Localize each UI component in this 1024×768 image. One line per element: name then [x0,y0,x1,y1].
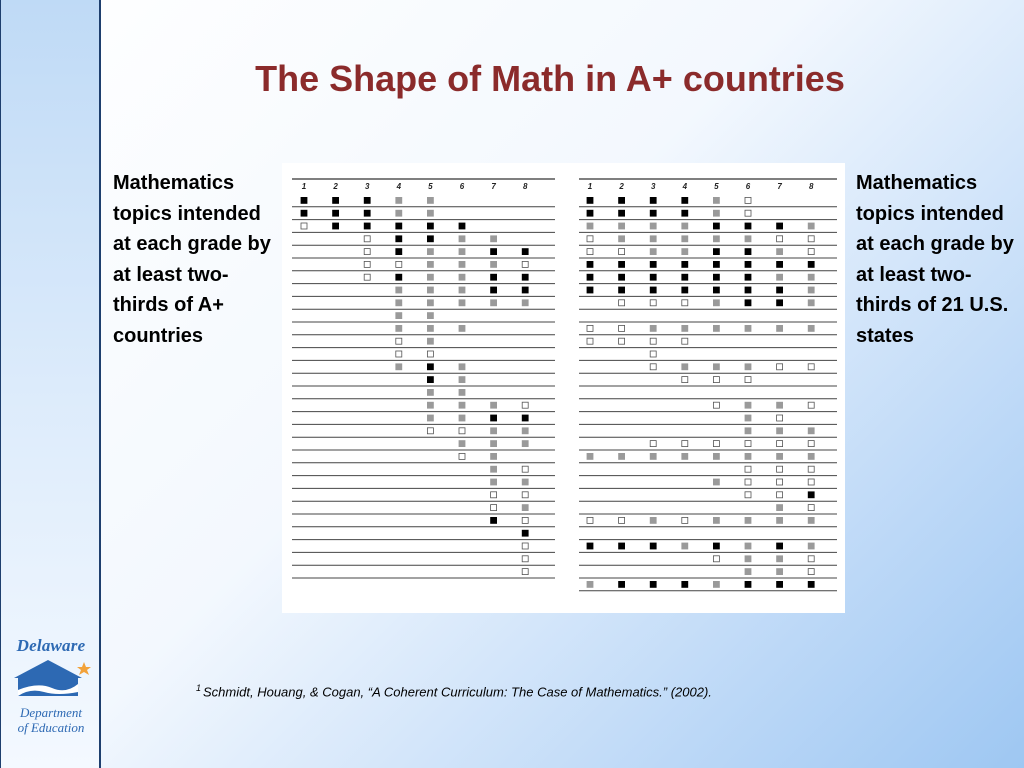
left-panel-gray-marker [396,300,402,306]
right-panel-filled-marker [682,581,688,587]
right-panel-filled-marker [713,261,719,267]
right-panel-open-marker [808,402,814,408]
right-panel-open-marker [777,479,783,485]
right-panel-filled-marker [619,261,625,267]
right-panel-gray-marker [777,569,783,575]
right-panel-filled-marker [650,197,656,203]
right-panel-gray-marker [777,402,783,408]
left-panel-open-marker [396,261,402,267]
right-panel-gray-marker [619,453,625,459]
right-panel-gray-marker [650,236,656,242]
left-panel-grade-label: 1 [301,182,307,191]
left-panel-gray-marker [427,313,433,319]
right-panel-gray-marker [777,274,783,280]
right-panel-open-marker [777,466,783,472]
left-panel-gray-marker [459,274,465,280]
left-panel-open-marker [522,569,528,575]
left-panel-filled-marker [333,210,339,216]
left-panel-open-marker [522,556,528,562]
left-panel-open-marker [427,351,433,357]
right-panel-gray-marker [682,223,688,229]
left-panel-gray-marker [459,441,465,447]
right-panel-open-marker [619,249,625,255]
right-panel-gray-marker [745,543,751,549]
right-panel-filled-marker [650,287,656,293]
left-panel-gray-marker [459,389,465,395]
left-panel-gray-marker [459,364,465,370]
right-panel-open-marker [587,325,593,331]
left-panel-grade-label: 5 [428,182,433,191]
logo-department: Department [19,705,83,720]
left-panel-grade-label: 7 [491,182,496,191]
right-panel-filled-marker [713,223,719,229]
left-panel-open-marker [522,466,528,472]
left-panel-filled-marker [301,197,307,203]
right-panel-filled-marker [777,581,783,587]
right-panel-gray-marker [808,223,814,229]
right-panel-filled-marker [619,210,625,216]
left-panel-filled-marker [522,287,528,293]
right-panel-open-marker [777,236,783,242]
left-panel-filled-marker [396,236,402,242]
right-panel-gray-marker [682,364,688,370]
left-panel-gray-marker [459,415,465,421]
right-panel-filled-marker [587,287,593,293]
left-panel-open-marker [522,261,528,267]
right-panel-filled-marker [713,249,719,255]
left-panel-gray-marker [491,479,497,485]
left-panel-filled-marker [522,415,528,421]
right-panel-open-marker [808,364,814,370]
right-panel-gray-marker [650,249,656,255]
right-panel-open-marker [745,197,751,203]
left-panel-gray-marker [459,300,465,306]
left-panel-gray-marker [427,287,433,293]
left-panel-filled-marker [396,274,402,280]
right-panel-gray-marker [713,479,719,485]
left-panel-filled-marker [364,197,370,203]
right-panel-gray-marker [777,517,783,523]
left-panel-open-marker [522,402,528,408]
left-panel-gray-marker [427,338,433,344]
right-panel-filled-marker [745,581,751,587]
right-panel-gray-marker [650,453,656,459]
left-panel-gray-marker [491,402,497,408]
right-panel-open-marker [682,300,688,306]
right-panel-gray-marker [682,453,688,459]
left-panel-open-marker [459,428,465,434]
right-panel-gray-marker [808,428,814,434]
left-panel-gray-marker [491,236,497,242]
left-panel-gray-marker [459,325,465,331]
right-panel-open-marker [777,441,783,447]
right-panel-gray-marker [682,236,688,242]
right-panel-filled-marker [587,197,593,203]
right-panel-gray-marker [587,223,593,229]
right-panel-gray-marker [650,223,656,229]
left-panel-gray-marker [459,377,465,383]
left-panel-gray-marker [491,453,497,459]
left-panel-open-marker [522,543,528,549]
right-panel-filled-marker [745,223,751,229]
right-panel-filled-marker [682,287,688,293]
right-panel-gray-marker [682,249,688,255]
right-panel-grade-label: 6 [745,182,751,191]
right-panel-grade-label: 7 [777,182,782,191]
right-panel-open-marker [777,415,783,421]
right-panel-open-marker [587,517,593,523]
left-panel-grade-label: 2 [333,182,338,191]
right-panel-filled-marker [713,543,719,549]
logo-delaware: Delaware [16,636,86,655]
left-panel-open-marker [522,517,528,523]
left-panel-open-marker [301,223,307,229]
left-panel-gray-marker [427,197,433,203]
right-panel-gray-marker [745,517,751,523]
right-panel-open-marker [808,479,814,485]
right-panel-gray-marker [808,543,814,549]
right-panel-open-marker [745,210,751,216]
right-panel-gray-marker [587,581,593,587]
left-panel-gray-marker [427,274,433,280]
left-panel-gray-marker [396,287,402,293]
left-panel-gray-marker [396,325,402,331]
right-panel-open-marker [808,505,814,511]
right-panel-open-marker [745,441,751,447]
right-panel-open-marker [682,377,688,383]
right-panel-filled-marker [587,210,593,216]
right-panel-grade-label: 1 [587,182,593,191]
right-panel-gray-marker [777,556,783,562]
topic-grade-figure [282,163,845,613]
left-panel-open-marker [459,453,465,459]
left-panel-grade-label: 4 [396,182,402,191]
right-panel-filled-marker [619,274,625,280]
left-panel-filled-marker [301,210,307,216]
left-panel-gray-marker [522,505,528,511]
left-panel-open-marker [396,351,402,357]
right-panel-open-marker [777,364,783,370]
left-panel-filled-marker [522,274,528,280]
right-panel-gray-marker [777,325,783,331]
right-panel-open-marker [650,364,656,370]
left-panel-gray-marker [491,300,497,306]
right-panel-filled-marker [713,274,719,280]
right-panel-open-marker [650,338,656,344]
schoolhouse-icon [8,656,94,700]
left-panel-gray-marker [427,210,433,216]
right-panel-filled-marker [745,249,751,255]
right-panel-filled-marker [619,197,625,203]
left-panel-gray-marker [396,313,402,319]
slide-title: The Shape of Math in A+ countries [255,58,845,99]
right-panel-gray-marker [619,236,625,242]
left-panel-gray-marker [396,210,402,216]
right-panel-grade-label: 2 [619,182,624,191]
left-panel-open-marker [364,261,370,267]
right-panel-gray-marker [587,453,593,459]
right-panel-gray-marker [713,453,719,459]
left-panel-open-marker [364,249,370,255]
right-panel-open-marker [808,556,814,562]
right-panel-filled-marker [777,261,783,267]
right-panel-gray-marker [650,517,656,523]
logo-of-education: of Education [17,720,85,735]
right-panel-open-marker [682,441,688,447]
right-panel-open-marker [650,441,656,447]
right-panel-grade-label: 3 [650,182,656,191]
right-panel-open-marker [745,466,751,472]
right-panel-open-marker [808,236,814,242]
right-panel-grade-label: 5 [714,182,719,191]
left-panel-filled-marker [522,249,528,255]
right-panel-filled-marker [808,581,814,587]
right-panel-gray-marker [777,428,783,434]
left-panel-filled-marker [427,364,433,370]
left-panel-open-marker [491,492,497,498]
right-panel-gray-marker [808,517,814,523]
right-panel-gray-marker [808,325,814,331]
left-panel-gray-marker [459,287,465,293]
left-panel-filled-marker [491,415,497,421]
right-panel-open-marker [713,441,719,447]
right-panel-filled-marker [745,300,751,306]
right-panel-gray-marker [745,453,751,459]
right-panel-open-marker [682,338,688,344]
right-panel-open-marker [587,236,593,242]
right-panel-filled-marker [650,581,656,587]
right-panel-gray-marker [777,453,783,459]
right-panel-open-marker [808,441,814,447]
right-panel-gray-marker [745,428,751,434]
right-panel-grade-label: 8 [808,182,814,191]
left-panel-grade-label: 6 [459,182,465,191]
right-panel-gray-marker [650,325,656,331]
left-panel-gray-marker [427,402,433,408]
right-panel-open-marker [808,569,814,575]
left-panel-gray-marker [491,441,497,447]
right-panel-filled-marker [682,274,688,280]
right-panel-open-marker [682,517,688,523]
left-panel-gray-marker [427,249,433,255]
left-panel-gray-marker [427,415,433,421]
right-panel-gray-marker [745,236,751,242]
right-panel-filled-marker [650,274,656,280]
right-panel-gray-marker [713,364,719,370]
left-panel-filled-marker [364,223,370,229]
right-panel-gray-marker [808,274,814,280]
topic-grade-chart [282,163,845,613]
left-caption: Mathematics topics intended at each grade by at least two-thirds of A+ countries [113,172,271,347]
right-panel-filled-marker [587,261,593,267]
right-panel-filled-marker [745,261,751,267]
right-panel-gray-marker [777,505,783,511]
left-panel-filled-marker [459,223,465,229]
left-panel-gray-marker [396,197,402,203]
right-panel-open-marker [619,300,625,306]
left-panel-gray-marker [491,428,497,434]
footnote-marker: 1 [196,683,202,693]
left-panel-filled-marker [333,197,339,203]
right-panel-gray-marker [808,300,814,306]
right-panel-filled-marker [650,210,656,216]
right-panel-filled-marker [808,492,814,498]
right-panel-filled-marker [713,287,719,293]
right-panel-gray-marker [713,236,719,242]
left-panel-gray-marker [491,466,497,472]
left-panel-grade-label: 3 [364,182,370,191]
right-panel-filled-marker [682,261,688,267]
left-panel-filled-marker [491,517,497,523]
right-panel-filled-marker [619,543,625,549]
right-panel-gray-marker [808,453,814,459]
right-panel-open-marker [619,338,625,344]
left-panel-gray-marker [427,325,433,331]
right-panel-filled-marker [587,274,593,280]
left-panel-filled-marker [396,249,402,255]
left-panel-filled-marker [333,223,339,229]
right-panel-filled-marker [808,261,814,267]
left-panel-gray-marker [522,428,528,434]
right-panel-open-marker [808,249,814,255]
delaware-doe-logo [8,636,94,735]
right-panel-filled-marker [650,261,656,267]
right-panel-open-marker [650,300,656,306]
right-panel-open-marker [777,492,783,498]
left-panel-gray-marker [522,300,528,306]
left-panel-gray-marker [459,249,465,255]
left-panel-filled-marker [522,530,528,536]
right-panel-filled-marker [650,543,656,549]
right-panel-filled-marker [682,210,688,216]
left-panel-filled-marker [396,223,402,229]
right-panel-gray-marker [745,325,751,331]
right-panel-gray-marker [682,325,688,331]
left-panel-open-marker [427,428,433,434]
left-panel-gray-marker [427,389,433,395]
left-panel-open-marker [491,505,497,511]
right-panel-grade-label: 4 [682,182,688,191]
right-panel-open-marker [713,556,719,562]
left-panel-gray-marker [427,261,433,267]
right-panel-open-marker [713,402,719,408]
left-panel-filled-marker [491,287,497,293]
right-panel-filled-marker [777,543,783,549]
right-panel-gray-marker [619,223,625,229]
right-panel-open-marker [745,492,751,498]
right-panel-filled-marker [745,287,751,293]
right-panel-gray-marker [745,556,751,562]
right-panel-gray-marker [745,569,751,575]
footnote [196,683,712,699]
right-panel-gray-marker [713,210,719,216]
left-panel-filled-marker [427,236,433,242]
right-panel-filled-marker [745,274,751,280]
right-panel-filled-marker [777,287,783,293]
right-panel-gray-marker [713,197,719,203]
left-panel-filled-marker [427,377,433,383]
left-panel-grade-label: 8 [522,182,528,191]
left-panel-gray-marker [459,402,465,408]
right-panel-open-marker [619,517,625,523]
right-panel-filled-marker [587,543,593,549]
right-panel-gray-marker [745,402,751,408]
left-panel-open-marker [364,236,370,242]
footnote-text: Schmidt, Houang, & Cogan, “A Coherent Curriculum: The Case of Mathematics.” (2002). [203,684,712,700]
left-panel-open-marker [522,492,528,498]
right-panel-filled-marker [619,287,625,293]
right-panel-filled-marker [619,581,625,587]
right-panel-open-marker [587,338,593,344]
right-panel-gray-marker [713,581,719,587]
left-panel-gray-marker [522,479,528,485]
right-panel-gray-marker [713,517,719,523]
right-panel-gray-marker [745,364,751,370]
left-panel-filled-marker [491,249,497,255]
left-panel-gray-marker [491,261,497,267]
right-panel-open-marker [808,466,814,472]
right-panel-open-marker [650,351,656,357]
right-panel-filled-marker [777,223,783,229]
left-panel-gray-marker [396,364,402,370]
left-panel-open-marker [396,338,402,344]
left-panel-filled-marker [427,223,433,229]
left-panel-gray-marker [459,236,465,242]
left-panel-gray-marker [522,441,528,447]
right-panel-gray-marker [745,415,751,421]
right-panel-gray-marker [682,543,688,549]
right-panel-filled-marker [777,300,783,306]
right-panel-open-marker [713,377,719,383]
left-panel-gray-marker [427,300,433,306]
right-panel-open-marker [745,479,751,485]
right-caption: Mathematics topics intended at each grade by at least two-thirds of 21 U.S. states [856,172,1014,347]
right-panel-gray-marker [808,287,814,293]
left-panel-filled-marker [364,210,370,216]
right-panel-open-marker [587,249,593,255]
left-panel-open-marker [364,274,370,280]
right-panel-open-marker [745,377,751,383]
right-panel-gray-marker [777,249,783,255]
right-panel-filled-marker [682,197,688,203]
right-panel-gray-marker [713,325,719,331]
right-panel-gray-marker [713,300,719,306]
left-panel-filled-marker [491,274,497,280]
left-panel-gray-marker [459,261,465,267]
right-panel-open-marker [619,325,625,331]
